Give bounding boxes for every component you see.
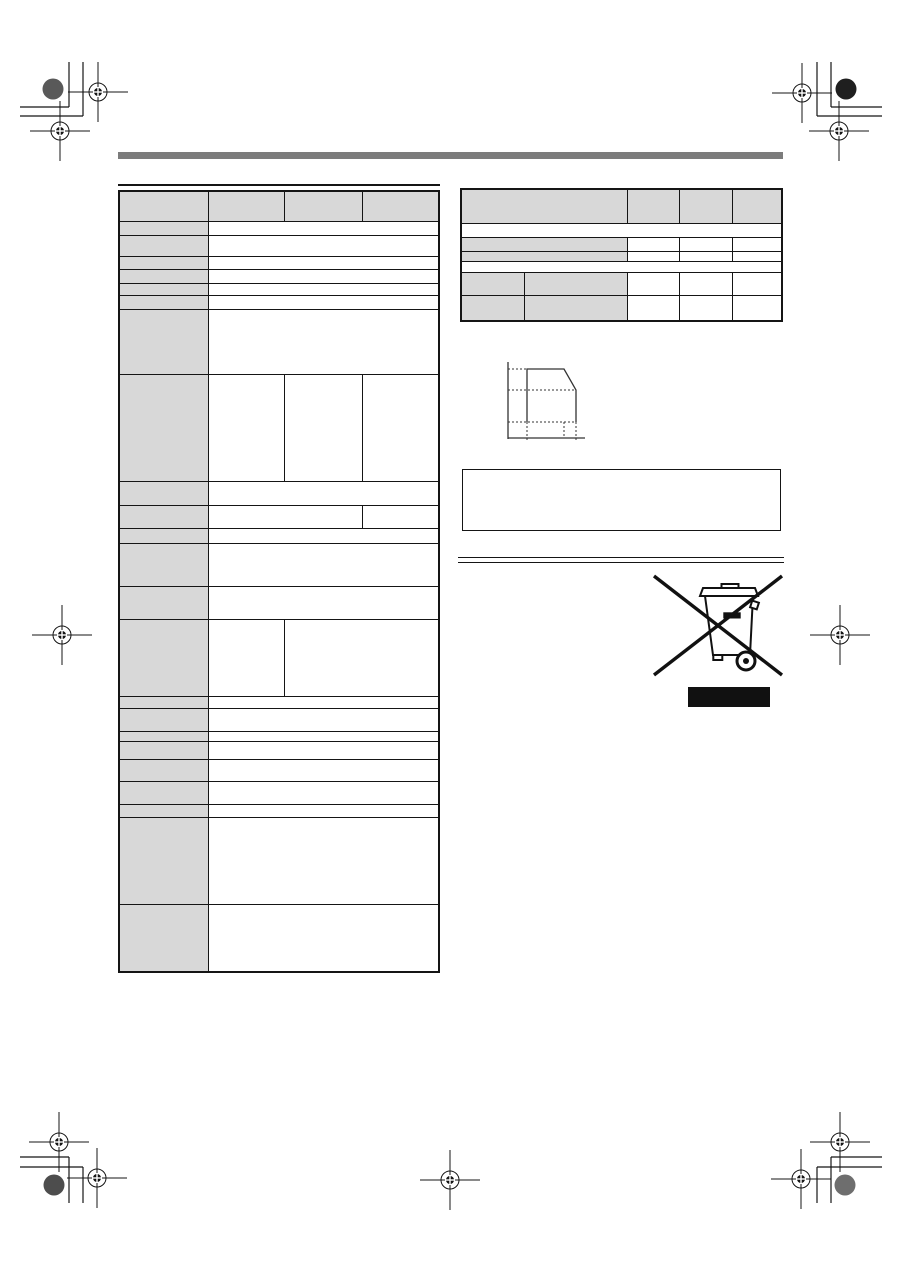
right-spec-table-row xyxy=(462,262,781,273)
table-header-cell xyxy=(120,587,209,619)
left-spec-table-row xyxy=(120,284,438,296)
table-cell xyxy=(209,482,438,505)
registration-crosshair-icon xyxy=(32,605,92,665)
table-cell xyxy=(209,270,438,283)
crop-lines-bottom-left xyxy=(20,1157,83,1203)
table-header-cell xyxy=(285,192,363,221)
table-cell xyxy=(209,284,438,295)
table-cell xyxy=(628,296,680,320)
table-header-cell xyxy=(628,190,680,223)
table-cell xyxy=(209,732,438,741)
table-cell xyxy=(733,273,781,295)
table-cell xyxy=(628,252,680,261)
right-spec-table-row xyxy=(462,296,781,320)
table-cell xyxy=(209,805,438,817)
left-spec-table-row xyxy=(120,697,438,709)
left-spec-table-row xyxy=(120,482,438,506)
table-cell xyxy=(209,375,285,481)
left-spec-table-row xyxy=(120,760,438,782)
table-cell xyxy=(209,760,438,781)
right-spec-table-row xyxy=(462,224,781,238)
table-cell xyxy=(209,529,438,543)
table-header-cell xyxy=(120,544,209,586)
left-spec-table-row xyxy=(120,587,438,620)
table-header-cell xyxy=(120,709,209,731)
table-cell xyxy=(209,296,438,309)
left-spec-table-row xyxy=(120,529,438,544)
print-color-control-dot xyxy=(835,1175,856,1196)
left-spec-table xyxy=(118,190,440,973)
table-cell xyxy=(209,506,363,528)
table-cell xyxy=(209,310,438,374)
print-color-control-dot xyxy=(44,1175,65,1196)
registration-crosshair-icon xyxy=(810,1112,870,1172)
table-cell xyxy=(209,236,438,256)
left-spec-table-row xyxy=(120,732,438,742)
left-spec-table-row xyxy=(120,270,438,284)
table-header-cell xyxy=(120,697,209,708)
table-header-cell xyxy=(462,238,628,251)
table-header-cell xyxy=(120,620,209,696)
table-header-cell xyxy=(120,805,209,817)
registration-crosshair-icon xyxy=(772,63,832,123)
right-spec-table-row xyxy=(462,273,781,296)
left-spec-table-row xyxy=(120,905,438,971)
table-header-cell xyxy=(120,192,209,221)
left-spec-table-row xyxy=(120,236,438,257)
table-header-cell xyxy=(120,905,209,971)
table-cell xyxy=(209,818,438,904)
registration-crosshair-icon xyxy=(771,1149,831,1209)
left-spec-table-row xyxy=(120,222,438,236)
print-color-control-dot xyxy=(43,79,64,100)
left-spec-table-row xyxy=(120,257,438,270)
table-cell xyxy=(628,273,680,295)
table-cell xyxy=(209,544,438,586)
table-header-cell xyxy=(120,760,209,781)
section-double-rule xyxy=(458,557,784,563)
right-spec-table xyxy=(460,188,783,322)
registration-crosshair-icon xyxy=(809,101,869,161)
table-cell xyxy=(363,506,438,528)
registration-crosshair-icon xyxy=(30,101,90,161)
right-spec-table-row xyxy=(462,252,781,262)
weee-date-black-bar xyxy=(688,687,770,707)
table-header-cell xyxy=(525,273,628,295)
table-cell xyxy=(733,238,781,251)
registration-crosshair-icon xyxy=(420,1150,480,1210)
right-spec-table-row xyxy=(462,238,781,252)
table-header-cell xyxy=(525,296,628,320)
table-cell xyxy=(462,224,781,237)
registration-crosshair-icon xyxy=(810,605,870,665)
table-cell xyxy=(209,222,438,235)
crop-lines-top-right xyxy=(817,62,882,116)
right-spec-table-row xyxy=(462,190,781,224)
table-cell xyxy=(209,620,285,696)
table-header-cell xyxy=(733,190,781,223)
table-cell xyxy=(209,782,438,804)
table-header-cell xyxy=(120,818,209,904)
table-cell xyxy=(209,742,438,759)
table-cell xyxy=(462,262,781,272)
registration-crosshair-icon xyxy=(68,62,128,122)
paper-outline-dimension-diagram xyxy=(505,358,590,443)
table-header-cell xyxy=(363,192,438,221)
left-spec-table-row xyxy=(120,709,438,732)
table-cell xyxy=(680,252,733,261)
table-header-cell xyxy=(120,284,209,295)
left-spec-table-row xyxy=(120,296,438,310)
table-header-cell xyxy=(462,296,525,320)
table-cell xyxy=(680,273,733,295)
table-header-cell xyxy=(209,192,285,221)
table-header-cell xyxy=(120,310,209,374)
left-spec-table-row xyxy=(120,818,438,905)
table-header-cell xyxy=(462,273,525,295)
table-header-cell xyxy=(120,375,209,481)
registration-crosshair-icon xyxy=(29,1112,89,1172)
crop-lines-bottom-right xyxy=(817,1157,882,1203)
table-cell xyxy=(209,905,438,971)
table-cell xyxy=(209,697,438,708)
table-header-cell xyxy=(120,236,209,256)
table-header-cell xyxy=(120,222,209,235)
left-spec-table-row xyxy=(120,544,438,587)
notice-box xyxy=(462,469,781,531)
table-header-cell xyxy=(680,190,733,223)
table-cell xyxy=(285,375,363,481)
table-header-cell xyxy=(462,252,628,261)
table-header-cell xyxy=(120,482,209,505)
left-spec-table-row xyxy=(120,310,438,375)
table-header-cell xyxy=(120,296,209,309)
left-spec-table-row xyxy=(120,805,438,818)
table-header-cell xyxy=(120,782,209,804)
table-cell xyxy=(363,375,438,481)
table-header-cell xyxy=(120,732,209,741)
weee-crossed-out-wheelie-bin-icon xyxy=(648,568,788,713)
crop-lines-top-left xyxy=(20,62,83,116)
table-cell xyxy=(733,252,781,261)
table-header-cell xyxy=(120,257,209,269)
left-spec-table-row xyxy=(120,192,438,222)
registration-crosshair-icon xyxy=(67,1148,127,1208)
left-spec-table-row xyxy=(120,375,438,482)
left-spec-table-row xyxy=(120,620,438,697)
table-cell xyxy=(628,238,680,251)
table-cell xyxy=(733,296,781,320)
left-spec-table-row xyxy=(120,742,438,760)
table-header-cell xyxy=(120,742,209,759)
left-spec-table-row xyxy=(120,782,438,805)
table-cell xyxy=(209,587,438,619)
table-header-cell xyxy=(120,270,209,283)
print-color-control-dot xyxy=(836,79,857,100)
table-header-cell xyxy=(120,529,209,543)
table-cell xyxy=(209,709,438,731)
table-header-cell xyxy=(120,506,209,528)
table-cell xyxy=(680,296,733,320)
left-spec-table-row xyxy=(120,506,438,529)
table-cell xyxy=(680,238,733,251)
masthead-bar xyxy=(118,152,783,159)
table-cell xyxy=(209,257,438,269)
table-cell xyxy=(285,620,438,696)
table-header-cell xyxy=(462,190,628,223)
